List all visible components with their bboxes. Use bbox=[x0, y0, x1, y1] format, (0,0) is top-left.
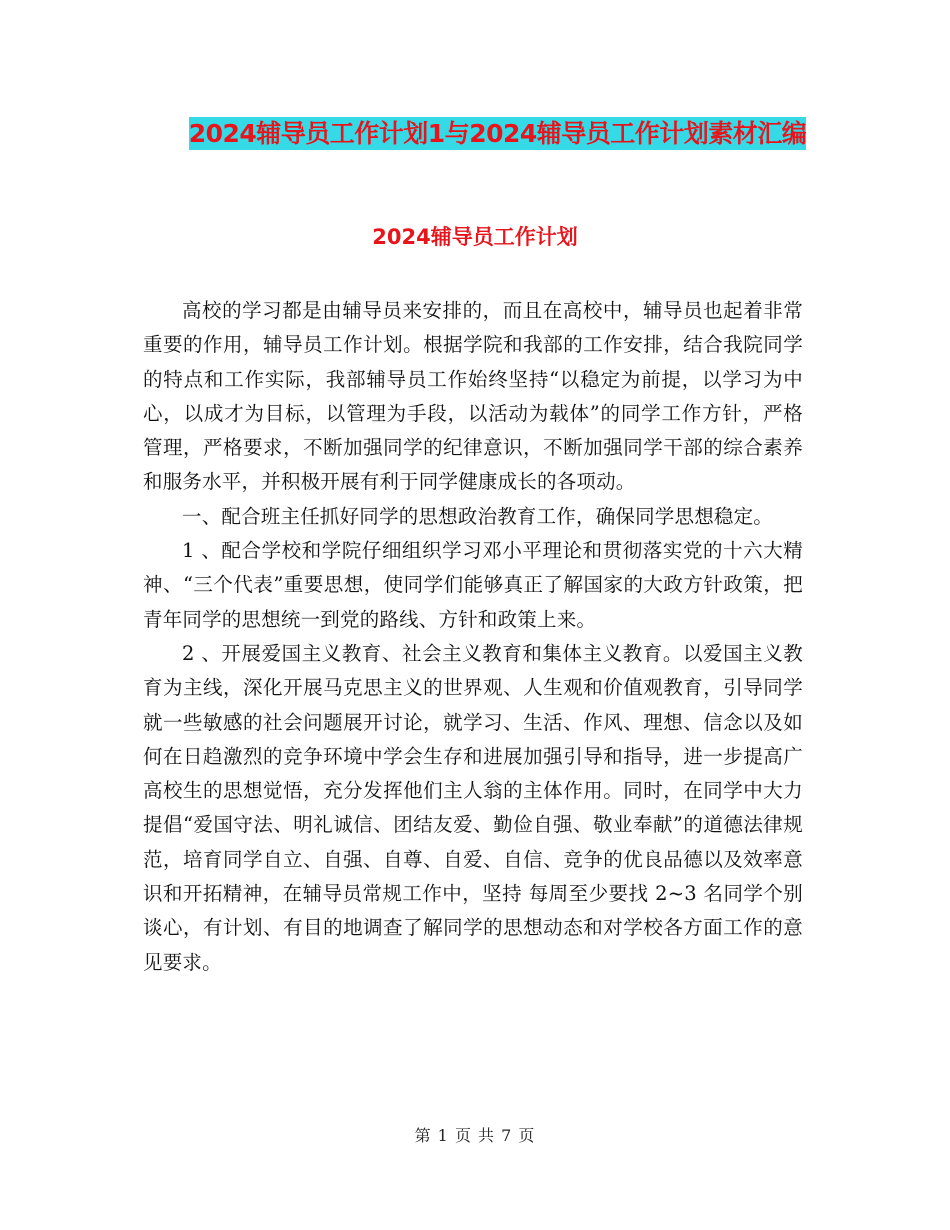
page-footer: 第 1 页 共 7 页 bbox=[414, 1126, 536, 1145]
paragraph-heading-1: 一、配合班主任抓好同学的思想政治教育工作，确保同学思想稳定。 bbox=[182, 504, 774, 528]
paragraph-item-1: 1 、配合学校和学院仔细组织学习邓小平理论和贯彻落实党的十六大精神、“三个代表”重要思想，使同学们能够真正了解国家的大政方针政策，把青年同学的思想统一到党的路线、方针和政策上来。 bbox=[143, 539, 803, 631]
paragraph-intro: 高校的学习都是由辅导员来安排的，而且在高校中，辅导员也起着非常重要的作用，辅导员工作计划。根据学院和我部的工作安排，结合我院同学的特点和工作实际，我部辅导员工作始终坚持“以稳定为前提，以学习为中心，以成才为目标，以管理为手段，以活动为载体”的同学工作方针，严格管理，严格要求，不断加强同学的纪律意识，不断加强同学干部的综合素养和服务水平，并积极开展有利于同学健康成长的各项动。 bbox=[143, 299, 803, 494]
paragraph-item-2: 2 、开展爱国主义教育、社会主义教育和集体主义教育。以爱国主义教育为主线，深化开展马克思主义的世界观、人生观和价值观教育，引导同学就一些敏感的社会问题展开讨论，就学习、生活、作风、理想、信念以及如何在日趋激烈的竞争环境中学会生存和进展加强引导和指导，进一步提高广高校生的思想觉悟，充分发挥他们主人翁的主体作用。同时，在同学中大力提倡“爱国守法、明礼诚信、团结友爱、勤俭自强、敬业奉献”的道德法律规范，培育同学自立、自强、自尊、自爱、自信、竞争的优良品德以及效率意识和开拓精神，在辅导员常规工作中，坚持 每周至少要找 2~3 名同学个别谈心，有计划、有目的地调查了解同学的思想动态和对学校各方面工作的意见要求。 bbox=[143, 641, 803, 974]
document-title bbox=[140, 112, 855, 156]
document-title-text: 2024辅导员工作计划1与2024辅导员工作计划素材汇编 bbox=[188, 119, 807, 148]
document-body bbox=[143, 294, 803, 980]
section-title: 2024辅导员工作计划 bbox=[372, 225, 578, 249]
